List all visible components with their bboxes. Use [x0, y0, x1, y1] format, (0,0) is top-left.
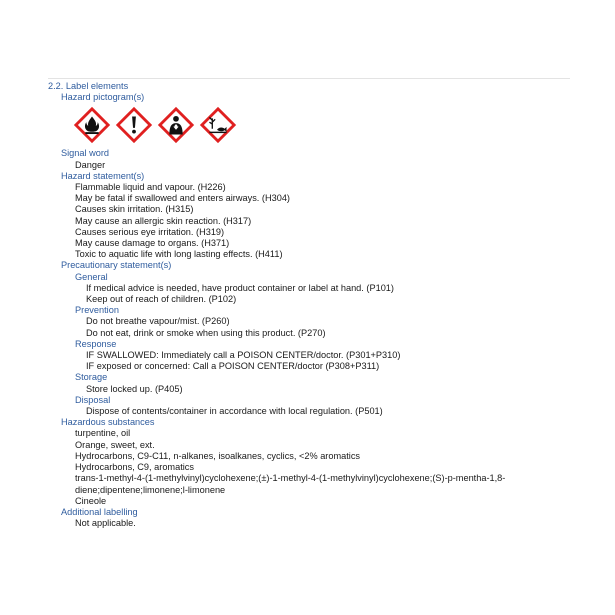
environment-pictogram-icon: [199, 106, 237, 144]
flame-pictogram-icon: [73, 106, 111, 144]
section-title: 2.2. Label elements: [48, 81, 129, 91]
signal-word-heading: Signal word: [61, 148, 110, 159]
pictogram-row: [73, 106, 588, 144]
hazard-statement: Toxic to aquatic life with long lasting effects. (H411): [75, 249, 283, 260]
precautionary-statement: Dispose of contents/container in accordance with local regulation. (P501): [86, 406, 383, 417]
precautionary-statement: IF SWALLOWED: Immediately call a POISON CENTER/doctor. (P301+P310): [86, 350, 401, 361]
general-heading: General: [75, 271, 108, 282]
precautionary-statement: If medical advice is needed, have product container or label at hand. (P101): [86, 282, 394, 293]
precautionary-statement: Keep out of reach of children. (P102): [86, 294, 237, 305]
precautionary-heading: Precautionary statement(s): [61, 260, 172, 271]
hazardous-substance: Hydrocarbons, C9, aromatics: [75, 462, 194, 473]
hazardous-substance: Cineole: [75, 495, 107, 506]
hazard-statement: Causes skin irritation. (H315): [75, 204, 194, 215]
additional-labelling-value: Not applicable.: [75, 518, 136, 529]
hazard-statements-heading: Hazard statement(s): [61, 170, 145, 181]
top-divider: [48, 78, 570, 79]
additional-labelling-heading: Additional labelling: [61, 506, 138, 517]
disposal-heading: Disposal: [75, 394, 111, 405]
hazardous-substances-heading: Hazardous substances: [61, 417, 155, 428]
hazard-statement: May cause damage to organs. (H371): [75, 238, 230, 249]
precautionary-statement: Do not breathe vapour/mist. (P260): [86, 316, 230, 327]
precautionary-statement: IF exposed or concerned: Call a POISON CENTER/doctor (P308+P311): [86, 361, 380, 372]
precautionary-statement: Store locked up. (P405): [86, 383, 183, 394]
hazard-statement: May cause an allergic skin reaction. (H317): [75, 215, 252, 226]
hazard-pictograms-heading: Hazard pictogram(s): [61, 92, 145, 103]
signal-word-value: Danger: [75, 159, 106, 170]
hazardous-substance: turpentine, oil: [75, 428, 131, 439]
exclamation-pictogram-icon: [115, 106, 153, 144]
hazard-statement: Causes serious eye irritation. (H319): [75, 226, 225, 237]
hazardous-substance: Orange, sweet, ext.: [75, 439, 155, 450]
label-elements-section: [48, 81, 588, 529]
health-hazard-pictogram-icon: [157, 106, 195, 144]
hazardous-substance: Hydrocarbons, C9-C11, n-alkanes, isoalkanes, cyclics, <2% aromatics: [75, 450, 361, 461]
response-heading: Response: [75, 338, 117, 349]
hazardous-substance: trans-1-methyl-4-(1-methylvinyl)cyclohexene;(±)-1-methyl-4-(1-methylvinyl)cyclohexene;(S)-p-mentha-1,8-diene;dipentene;limonene;l-limonene: [75, 473, 506, 495]
hazard-statement: May be fatal if swallowed and enters airways. (H304): [75, 193, 290, 204]
prevention-heading: Prevention: [75, 305, 119, 316]
storage-heading: Storage: [75, 372, 108, 383]
hazard-statement: Flammable liquid and vapour. (H226): [75, 182, 226, 193]
precautionary-statement: Do not eat, drink or smoke when using this product. (P270): [86, 327, 326, 338]
